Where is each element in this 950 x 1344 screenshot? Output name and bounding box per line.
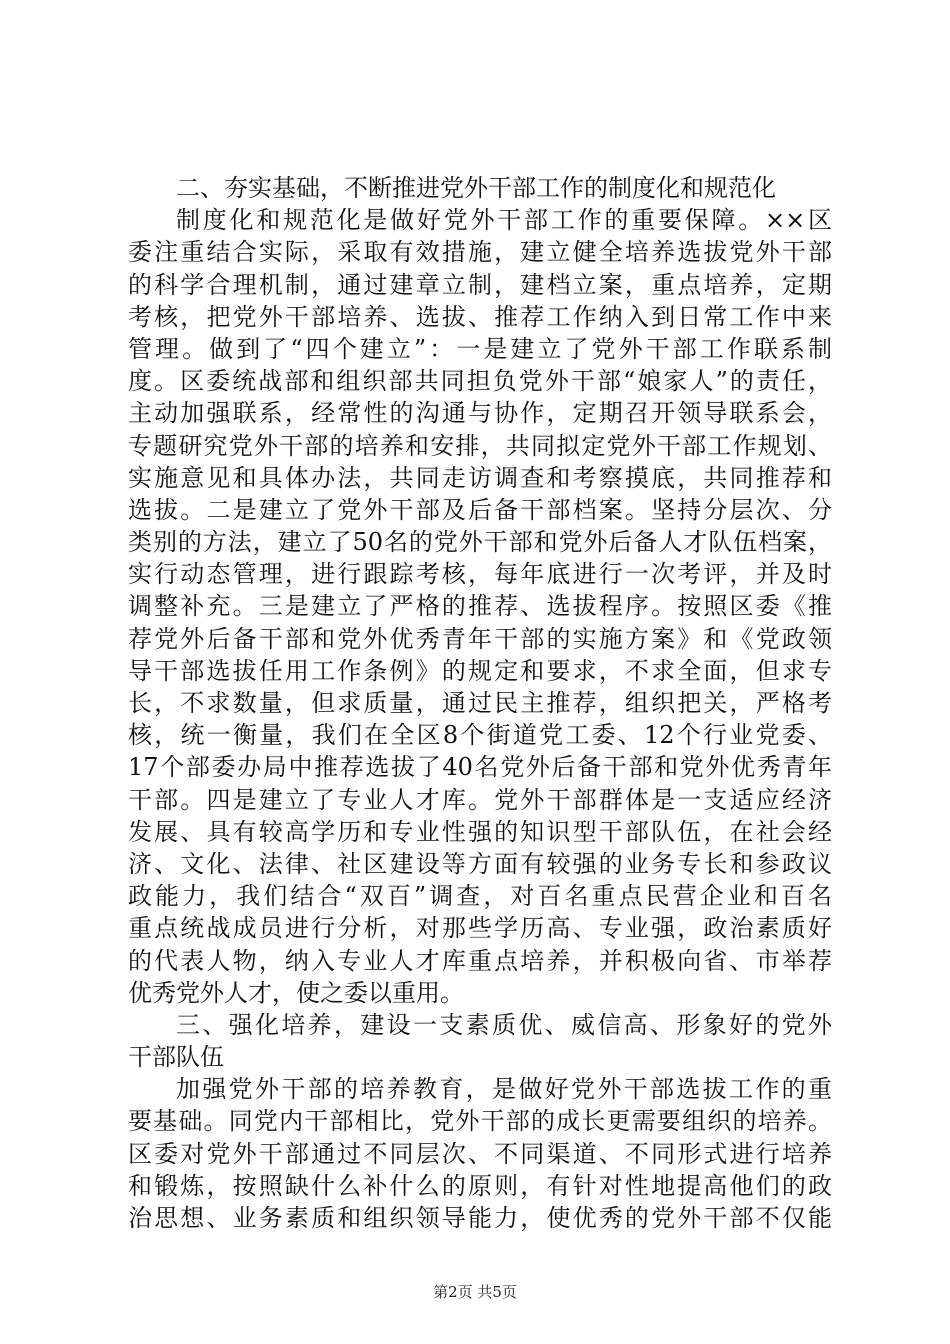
document-body [128,172,832,1234]
text-line: 治思想、业务素质和组织领导能力，使优秀的党外干部不仅能 [128,1204,832,1232]
text-line: 政能力，我们结合“双百”调查，对百名重点民营企业和百名 [128,882,832,911]
text-line: 委注重结合实际，采取有效措施，建立健全培养选拔党外干部 [128,238,832,267]
text-line: 制度化和规范化是做好党外干部工作的重要保障。××区 [176,206,832,235]
text-line: 二、夯实基础，不断推进党外干部工作的制度化和规范化 [176,174,776,202]
text-line: 重点统战成员进行分析，对那些学历高、专业强，政治素质好 [128,914,832,943]
text-line: 17个部委办局中推荐选拔了40名党外后备干部和党外优秀青年 [128,753,832,782]
text-line: 选拔。二是建立了党外干部及后备干部档案。坚持分层次、分 [128,495,832,524]
text-line: 发展、具有较高学历和专业性强的知识型干部队伍，在社会经 [128,817,832,846]
page-footer: 第2页 共5页 [433,1283,517,1301]
text-line: 三、强化培养，建设一支素质优、威信高、形象好的党外 [176,1010,832,1039]
text-line: 专题研究党外干部的培养和安排，共同拟定党外干部工作规划、 [128,431,832,460]
text-line: 主动加强联系，经常性的沟通与协作，定期召开领导联系会， [128,399,832,428]
text-line: 济、文化、法律、社区建设等方面有较强的业务专长和参政议 [128,849,832,878]
text-line: 长，不求数量，但求质量，通过民主推荐，组织把关，严格考 [128,689,832,717]
text-line: 考核，把党外干部培养、选拔、推荐工作纳入到日常工作中来 [128,302,832,331]
text-line: 类别的方法，建立了50名的党外干部和党外后备人才队伍档案， [128,528,832,557]
text-line: 度。区委统战部和组织部共同担负党外干部“娘家人”的责任， [128,367,832,396]
text-line: 核，统一衡量，我们在全区8个街道党工委、12个行业党委、 [128,721,832,750]
text-line: 干部队伍 [128,1043,224,1072]
text-line: 导干部选拔任用工作条例》的规定和要求，不求全面，但求专 [128,656,832,685]
text-line: 和锻炼，按照缺什么补什么的原则，有针对性地提高他们的政 [128,1171,832,1200]
text-line: 要基础。同党内干部相比，党外干部的成长更需要组织的培养。 [128,1107,832,1136]
text-line: 区委对党外干部通过不同层次、不同渠道、不同形式进行培养 [128,1139,832,1168]
text-line: 实行动态管理，进行跟踪考核，每年底进行一次考评，并及时 [128,560,832,589]
text-line: 管理。做到了“四个建立”：一是建立了党外干部工作联系制 [128,334,832,363]
text-line: 荐党外后备干部和党外优秀青年干部的实施方案》和《党政领 [128,624,832,653]
text-line: 实施意见和具体办法，共同走访调查和考察摸底，共同推荐和 [128,463,832,492]
text-line: 干部。四是建立了专业人才库。党外干部群体是一支适应经济 [128,785,832,814]
text-line: 的科学合理机制，通过建章立制，建档立案，重点培养，定期 [128,270,832,299]
text-line: 的代表人物，纳入专业人才库重点培养，并积极向省、市举荐 [128,946,832,975]
text-line: 加强党外干部的培养教育，是做好党外干部选拔工作的重 [176,1075,832,1104]
text-line: 优秀党外人才，使之委以重用。 [128,978,464,1007]
text-line: 调整补充。三是建立了严格的推荐、选拔程序。按照区委《推 [128,592,832,621]
